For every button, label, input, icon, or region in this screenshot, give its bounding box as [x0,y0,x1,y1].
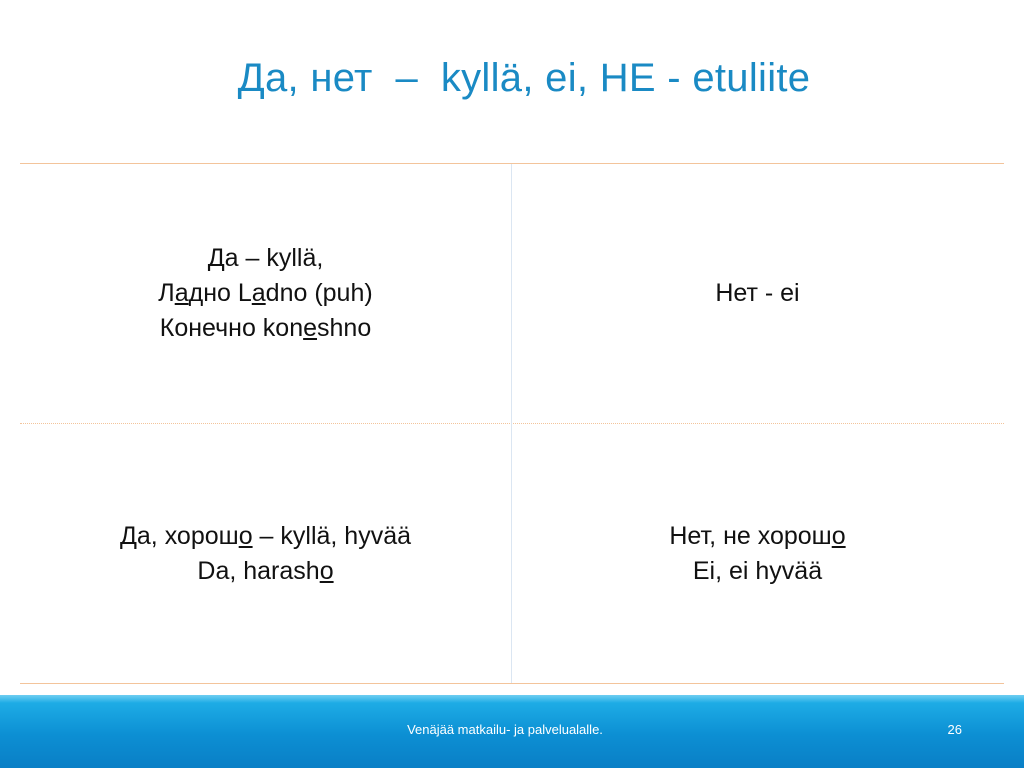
footer-highlight [0,695,1024,703]
cell-line: Ладно Ladno (puh) [158,279,373,307]
cell-line: Да, хорошо – kyllä, hyvää [119,521,412,550]
table-cell-top-right [512,164,1003,423]
footer-text: Venäjää matkailu- ja palvelualalle. [407,722,603,737]
table-cell-top-left [20,164,511,423]
cell-line: Ei, ei hyvää [692,556,823,585]
cell-line: Конечно koneshno [159,314,372,342]
page-number: 26 [947,722,962,737]
slide-title: Да, нет – kyllä, ei, НЕ - etuliite [237,56,811,100]
table-bottom-rule [20,683,1004,684]
cell-line: Да – kyllä, [207,244,324,272]
table-cell-bottom-left [20,424,511,683]
cell-line: Da, harasho [197,556,334,585]
footer-bar [0,695,1024,768]
table-cell-bottom-right [512,424,1003,683]
cell-line: Нет - ei [715,279,800,307]
cell-line: Нет, не хорошо [669,521,846,550]
